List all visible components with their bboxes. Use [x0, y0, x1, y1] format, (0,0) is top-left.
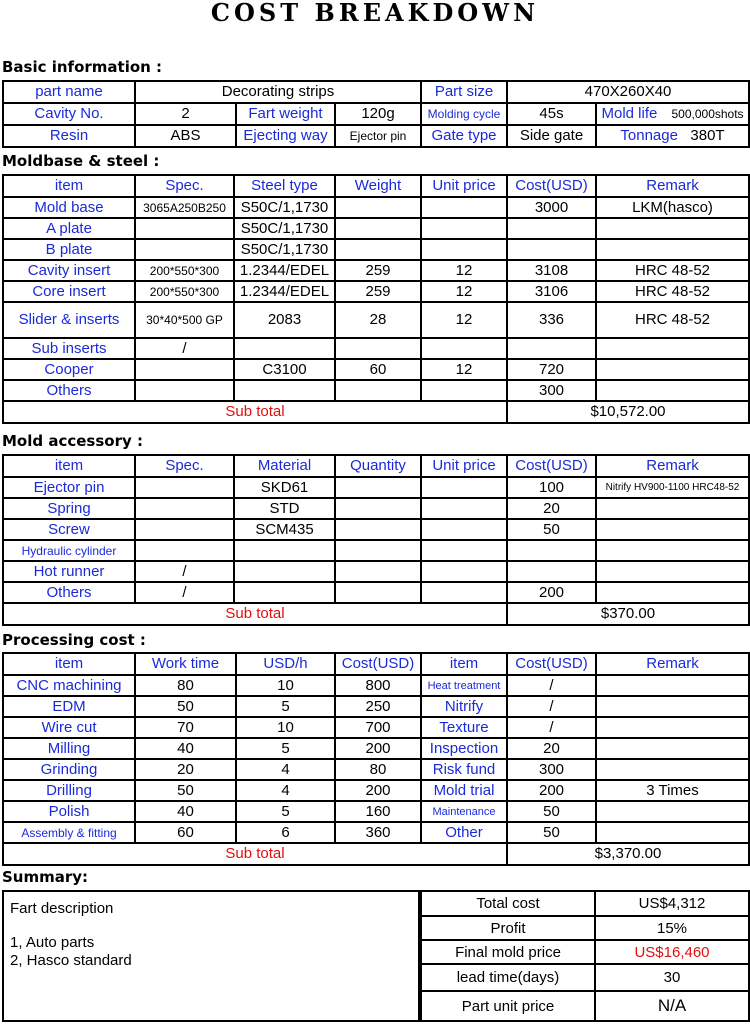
- table-cell: [421, 519, 507, 540]
- table-cell: 12: [421, 302, 507, 338]
- table-cell: Assembly & fitting: [3, 822, 135, 843]
- table-cell: [507, 338, 596, 359]
- table-cell: 4: [236, 780, 335, 801]
- table-cell: [335, 498, 421, 519]
- table-cell: 12: [421, 359, 507, 380]
- table-cell: Polish: [3, 801, 135, 822]
- column-header: Quantity: [335, 455, 421, 477]
- column-header: Spec.: [135, 455, 234, 477]
- ejecting-label: Ejecting way: [236, 125, 335, 147]
- table-row: [3, 302, 749, 338]
- table-cell: C3100: [234, 359, 335, 380]
- part-size-label: Part size: [421, 81, 507, 103]
- table-row: [3, 738, 749, 759]
- description-line-1: 1, Auto parts: [10, 934, 95, 951]
- table-cell: [135, 218, 234, 239]
- table-cell: S50C/1,1730: [234, 197, 335, 218]
- table-cell: [135, 477, 234, 498]
- table-cell: /: [135, 582, 234, 603]
- table-row: [3, 197, 749, 218]
- table-cell: 160: [335, 801, 421, 822]
- processing-heading: Processing cost :: [2, 631, 146, 649]
- table-cell: 12: [421, 260, 507, 281]
- column-header: item: [3, 175, 135, 197]
- gate-type-label: Gate type: [421, 125, 507, 147]
- table-row: [3, 498, 749, 519]
- column-header: Remark: [596, 653, 749, 675]
- table-row: [3, 759, 749, 780]
- table-row: [3, 561, 749, 582]
- table-cell: 300: [507, 759, 596, 780]
- table-cell: 3106: [507, 281, 596, 302]
- table-cell: STD: [234, 498, 335, 519]
- table-cell: [507, 239, 596, 260]
- table-cell: 3000: [507, 197, 596, 218]
- column-header: item: [3, 653, 135, 675]
- table-cell: [596, 359, 749, 380]
- column-header: Steel type: [234, 175, 335, 197]
- table-cell: 50: [507, 519, 596, 540]
- description-line-2: 2, Hasco standard: [10, 952, 132, 969]
- part-name-value: Decorating strips: [135, 81, 421, 103]
- column-header: Cost(USD): [507, 455, 596, 477]
- table-cell: 336: [507, 302, 596, 338]
- table-cell: 300: [507, 380, 596, 401]
- table-cell: Others: [3, 380, 135, 401]
- table-cell: [596, 717, 749, 738]
- table-cell: 10: [236, 675, 335, 696]
- page-title: COST BREAKDOWN: [210, 0, 540, 27]
- table-cell: Maintenance: [421, 801, 507, 822]
- table-cell: [335, 338, 421, 359]
- table-cell: SCM435: [234, 519, 335, 540]
- table-cell: [596, 738, 749, 759]
- table-cell: Mold trial: [421, 780, 507, 801]
- ejecting-value: Ejector pin: [335, 125, 421, 147]
- table-cell: [507, 218, 596, 239]
- table-cell: [135, 239, 234, 260]
- gate-type-value: Side gate: [507, 125, 596, 147]
- table-cell: [596, 696, 749, 717]
- column-header: Spec.: [135, 175, 234, 197]
- column-header: Unit price: [421, 455, 507, 477]
- subtotal-value: $370.00: [507, 603, 749, 625]
- table-row: [3, 218, 749, 239]
- table-row: [3, 239, 749, 260]
- table-cell: [596, 582, 749, 603]
- table-cell: 70: [135, 717, 236, 738]
- table-row: [3, 519, 749, 540]
- table-cell: 20: [507, 498, 596, 519]
- table-cell: [596, 759, 749, 780]
- table-cell: 60: [335, 359, 421, 380]
- lead-time-label: lead time(days): [421, 964, 595, 991]
- table-cell: 2083: [234, 302, 335, 338]
- table-cell: 50: [507, 801, 596, 822]
- table-row: [3, 696, 749, 717]
- table-cell: [335, 239, 421, 260]
- moldbase-table: [2, 174, 750, 424]
- part-unit-price-value: N/A: [595, 991, 749, 1021]
- table-cell: 50: [135, 780, 236, 801]
- table-cell: CNC machining: [3, 675, 135, 696]
- table-cell: [596, 540, 749, 561]
- table-cell: 3 Times: [596, 780, 749, 801]
- table-cell: Screw: [3, 519, 135, 540]
- table-cell: 60: [135, 822, 236, 843]
- table-cell: [596, 519, 749, 540]
- molding-cycle-label: Molding cycle: [421, 103, 507, 125]
- table-cell: [596, 675, 749, 696]
- table-cell: /: [135, 561, 234, 582]
- subtotal-label: Sub total: [3, 401, 507, 423]
- table-cell: /: [135, 338, 234, 359]
- table-cell: 5: [236, 801, 335, 822]
- table-cell: [335, 561, 421, 582]
- table-cell: [335, 218, 421, 239]
- table-cell: [596, 218, 749, 239]
- description-title: Fart description: [10, 900, 114, 917]
- table-cell: 6: [236, 822, 335, 843]
- table-cell: 3065A250B250: [135, 197, 234, 218]
- table-cell: 40: [135, 738, 236, 759]
- resin-label: Resin: [3, 125, 135, 147]
- table-cell: [596, 822, 749, 843]
- table-cell: [234, 380, 335, 401]
- table-cell: [421, 197, 507, 218]
- table-cell: /: [507, 696, 596, 717]
- subtotal-value: $3,370.00: [507, 843, 749, 865]
- total-cost-value: US$4,312: [595, 891, 749, 916]
- table-cell: A plate: [3, 218, 135, 239]
- table-cell: 800: [335, 675, 421, 696]
- table-row: [3, 717, 749, 738]
- table-cell: 20: [135, 759, 236, 780]
- table-cell: 4: [236, 759, 335, 780]
- tonnage-label: Tonnage: [620, 127, 678, 144]
- table-cell: Grinding: [3, 759, 135, 780]
- table-cell: Core insert: [3, 281, 135, 302]
- table-cell: [135, 498, 234, 519]
- column-header: Work time: [135, 653, 236, 675]
- table-cell: [421, 540, 507, 561]
- table-cell: [421, 218, 507, 239]
- table-cell: 200: [507, 582, 596, 603]
- resin-value: ABS: [135, 125, 236, 147]
- table-cell: [335, 197, 421, 218]
- column-header: item: [421, 653, 507, 675]
- profit-value: 15%: [595, 916, 749, 940]
- table-cell: [596, 380, 749, 401]
- cavity-value: 2: [135, 103, 236, 125]
- part-weight-label: Fart weight: [236, 103, 335, 125]
- table-cell: 250: [335, 696, 421, 717]
- table-cell: Heat treatment: [421, 675, 507, 696]
- table-cell: [135, 380, 234, 401]
- table-cell: HRC 48-52: [596, 260, 749, 281]
- table-cell: [421, 477, 507, 498]
- molding-cycle-value: 45s: [507, 103, 596, 125]
- table-cell: Hydraulic cylinder: [3, 540, 135, 561]
- moldbase-heading: Moldbase & steel :: [2, 152, 160, 170]
- table-cell: 200: [507, 780, 596, 801]
- part-unit-price-label: Part unit price: [421, 991, 595, 1021]
- subtotal-label: Sub total: [3, 603, 507, 625]
- table-cell: HRC 48-52: [596, 281, 749, 302]
- table-cell: Mold base: [3, 197, 135, 218]
- cavity-label: Cavity No.: [3, 103, 135, 125]
- table-cell: [421, 338, 507, 359]
- table-cell: [335, 540, 421, 561]
- table-cell: [596, 498, 749, 519]
- profit-label: Profit: [421, 916, 595, 940]
- table-cell: 12: [421, 281, 507, 302]
- table-cell: [335, 380, 421, 401]
- table-cell: 5: [236, 696, 335, 717]
- table-cell: HRC 48-52: [596, 302, 749, 338]
- column-header: item: [3, 455, 135, 477]
- table-cell: [596, 561, 749, 582]
- table-cell: 40: [135, 801, 236, 822]
- table-cell: 20: [507, 738, 596, 759]
- table-cell: [421, 239, 507, 260]
- table-cell: Wire cut: [3, 717, 135, 738]
- table-cell: [596, 239, 749, 260]
- table-cell: [335, 582, 421, 603]
- lead-time-value: 30: [595, 964, 749, 991]
- table-cell: SKD61: [234, 477, 335, 498]
- table-cell: [234, 540, 335, 561]
- table-cell: Hot runner: [3, 561, 135, 582]
- table-cell: 360: [335, 822, 421, 843]
- table-cell: [507, 561, 596, 582]
- table-cell: Texture: [421, 717, 507, 738]
- column-header: Remark: [596, 455, 749, 477]
- table-cell: S50C/1,1730: [234, 239, 335, 260]
- table-cell: Nitrify: [421, 696, 507, 717]
- table-cell: 200*550*300: [135, 281, 234, 302]
- table-cell: Inspection: [421, 738, 507, 759]
- table-cell: [421, 498, 507, 519]
- table-cell: [135, 540, 234, 561]
- table-cell: [335, 477, 421, 498]
- table-cell: Sub inserts: [3, 338, 135, 359]
- table-row: [3, 359, 749, 380]
- table-cell: B plate: [3, 239, 135, 260]
- table-cell: [421, 380, 507, 401]
- table-row: [3, 338, 749, 359]
- table-row: [3, 260, 749, 281]
- table-cell: [507, 540, 596, 561]
- column-header: Weight: [335, 175, 421, 197]
- table-cell: /: [507, 675, 596, 696]
- table-cell: [421, 582, 507, 603]
- column-header: Unit price: [421, 175, 507, 197]
- table-cell: 259: [335, 260, 421, 281]
- table-cell: [135, 519, 234, 540]
- tonnage-value: 380T: [690, 127, 725, 144]
- table-cell: 200: [335, 780, 421, 801]
- table-cell: 700: [335, 717, 421, 738]
- table-cell: 1.2344/EDEL: [234, 260, 335, 281]
- table-row: [3, 540, 749, 561]
- table-row: [3, 801, 749, 822]
- table-cell: 100: [507, 477, 596, 498]
- mold-life-label: Mold life: [601, 105, 658, 122]
- table-cell: [596, 801, 749, 822]
- part-size-value: 470X260X40: [507, 81, 749, 103]
- table-row: [3, 281, 749, 302]
- table-cell: 200*550*300: [135, 260, 234, 281]
- accessory-table: [2, 454, 750, 626]
- table-cell: LKM(hasco): [596, 197, 749, 218]
- table-cell: EDM: [3, 696, 135, 717]
- table-cell: Others: [3, 582, 135, 603]
- table-cell: 1.2344/EDEL: [234, 281, 335, 302]
- table-cell: [135, 359, 234, 380]
- table-cell: /: [507, 717, 596, 738]
- part-description-box: [2, 890, 420, 1022]
- table-cell: Milling: [3, 738, 135, 759]
- table-cell: 3108: [507, 260, 596, 281]
- table-row: [3, 582, 749, 603]
- processing-table: [2, 652, 750, 866]
- table-cell: 30*40*500 GP: [135, 302, 234, 338]
- mold-life-value: 500,000shots: [671, 107, 744, 121]
- table-cell: [335, 519, 421, 540]
- table-cell: 720: [507, 359, 596, 380]
- summary-heading: Summary:: [2, 868, 89, 886]
- accessory-heading: Mold accessory :: [2, 432, 143, 450]
- subtotal-value: $10,572.00: [507, 401, 749, 423]
- table-cell: 50: [135, 696, 236, 717]
- final-mold-price-value: US$16,460: [595, 940, 749, 964]
- table-cell: Nitrify HV900-1100 HRC48-52: [596, 477, 749, 498]
- table-cell: Cooper: [3, 359, 135, 380]
- table-cell: [234, 561, 335, 582]
- table-row: [3, 822, 749, 843]
- table-cell: 259: [335, 281, 421, 302]
- column-header: Cost(USD): [335, 653, 421, 675]
- table-cell: 10: [236, 717, 335, 738]
- table-cell: Spring: [3, 498, 135, 519]
- table-cell: Drilling: [3, 780, 135, 801]
- table-cell: 28: [335, 302, 421, 338]
- table-cell: [234, 338, 335, 359]
- table-row: [3, 675, 749, 696]
- table-cell: [421, 561, 507, 582]
- basic-info-heading: Basic information :: [2, 58, 163, 76]
- total-cost-label: Total cost: [421, 891, 595, 916]
- table-cell: Risk fund: [421, 759, 507, 780]
- table-row: [3, 477, 749, 498]
- table-cell: Ejector pin: [3, 477, 135, 498]
- table-cell: 80: [335, 759, 421, 780]
- subtotal-label: Sub total: [3, 843, 507, 865]
- summary-table: [420, 890, 750, 1022]
- column-header: Cost(USD): [507, 175, 596, 197]
- final-mold-price-label: Final mold price: [421, 940, 595, 964]
- table-cell: [596, 338, 749, 359]
- table-cell: Other: [421, 822, 507, 843]
- table-cell: 50: [507, 822, 596, 843]
- table-cell: 200: [335, 738, 421, 759]
- table-cell: 5: [236, 738, 335, 759]
- basic-info-table: [2, 80, 750, 148]
- table-cell: [234, 582, 335, 603]
- part-weight-value: 120g: [335, 103, 421, 125]
- column-header: Cost(USD): [507, 653, 596, 675]
- column-header: Remark: [596, 175, 749, 197]
- table-row: [3, 380, 749, 401]
- table-row: [3, 780, 749, 801]
- table-cell: Cavity insert: [3, 260, 135, 281]
- table-cell: S50C/1,1730: [234, 218, 335, 239]
- table-cell: 80: [135, 675, 236, 696]
- part-name-label: part name: [3, 81, 135, 103]
- column-header: USD/h: [236, 653, 335, 675]
- column-header: Material: [234, 455, 335, 477]
- table-cell: Slider & inserts: [3, 302, 135, 338]
